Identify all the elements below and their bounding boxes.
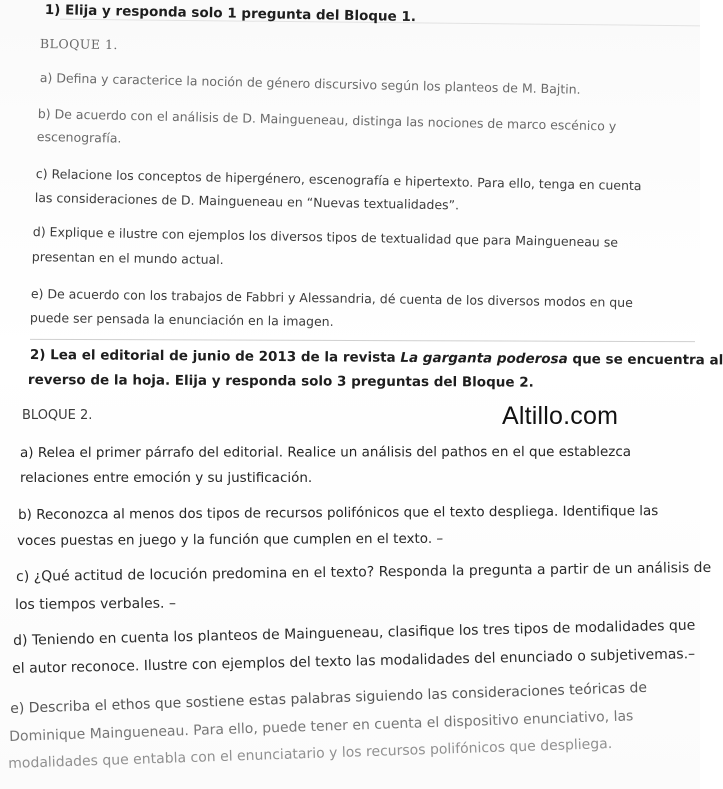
s1-question-d-line1: d) Explique e ilustre con ejemplos los diversos tipos de textualidad que para Maingueneau se [32,224,619,250]
s1-question-e-line1: e) De acuerdo con los trabajos de Fabbri y Alessandria, dé cuenta de los diversos modos en que [30,286,633,310]
s2-question-c-line2: los tiempos verbales. – [15,595,176,613]
s1-question-d-line2: presentan en el mundo actual. [31,249,224,268]
section2-heading-post: que se encuentra al [567,351,723,369]
s1-question-a-line1: a) Defina y caracterice la noción de género discursivo según los planteos de M. Bajtin. [39,70,581,97]
bloque1-label: BLOQUE 1. [39,36,119,53]
section2-heading-line1 [30,347,723,368]
s2-question-a-line2: relaciones entre emoción y su justificación. [20,470,313,486]
s2-question-b-line1: b) Reconozca al menos dos tipos de recursos polifónicos que el texto despliega. Identifique las [18,503,659,523]
s2-question-e-line3: modalidades que entabla con el enunciatario y los recursos polifónicos que despliega. [8,735,613,772]
section-divider [30,339,695,342]
s1-question-b-line2: escenografía. [36,129,122,146]
s1-question-c-line2: las consideraciones de D. Maingueneau en “Nuevas textualidades”. [34,190,460,213]
s2-question-d-line2: el autor reconoce. Ilustre con ejemplos del texto las modalidades del enunciado o subjetivemas.– [12,646,696,677]
section1-heading: 1) Elija y responda solo 1 pregunta del Bloque 1. [44,2,417,26]
section2-heading-pre: 2) Lea el editorial de junio de 2013 de la revista [29,347,401,366]
magazine-title: La garganta poderosa [400,349,568,368]
s2-question-e-line2: Dominique Maingueneau. Para ello, puede tener en cuenta el dispositivo enunciativo, las [9,708,634,745]
altillo-watermark: Altillo.com [502,402,619,430]
section2-heading-line2: reverso de la hoja. Elija y responda solo 3 preguntas del Bloque 2. [27,372,534,391]
s1-question-c-line1: c) Relacione los conceptos de hipergénero, escenografía e hipertexto. Para ello, tenga en cuenta [35,166,642,194]
bloque2-label: BLOQUE 2. [22,408,93,423]
s2-question-e-line1: e) Describa el ethos que sostiene estas palabras siguiendo las consideraciones teóricas de [10,679,648,717]
s2-question-d-line1: d) Teniendo en cuenta los planteos de Maingueneau, clasifique los tres tipos de modalidades que [13,617,696,649]
s2-question-c-line1: c) ¿Qué actitud de locución predomina en el texto? Responda la pregunta a partir de un análisis de [16,559,712,585]
s1-question-b-line1: b) De acuerdo con el análisis de D. Maingueneau, distinga las nociones de marco escénico y [37,106,617,134]
s2-question-a-line1: a) Relea el primer párrafo del editorial. Realice un análisis del pathos en el que establezca [20,443,632,461]
s1-question-e-line2: puede ser pensada la enunciación en la imagen. [29,310,334,329]
s2-question-b-line2: voces puestas en juego y la función que cumplen en el texto. – [17,530,444,549]
